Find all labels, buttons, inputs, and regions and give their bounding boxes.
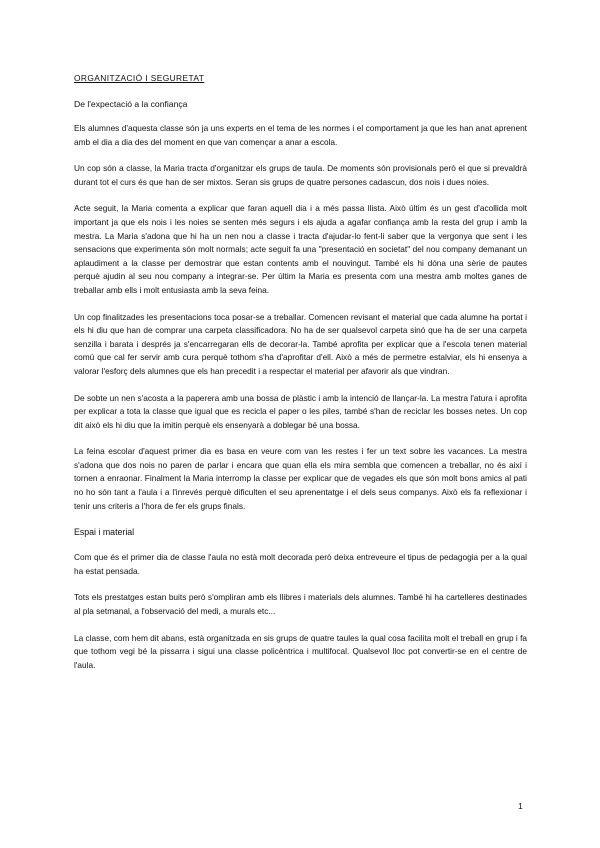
- paragraph: La feina escolar d'aquest primer dia es basa en veure com van les restes i fer un text sobre les vacances. La mestra s'adona que dos nois no paren de parlar i encara que quan ella els mira sembla que comencen a treballar, no és així i tornen a enraonar. Finalment la Maria interromp la classe per explicar que de vegades els que són molt bons amics al pati no ho són tant a l'aula i a l'inrevés perquè dificulten el seu aprenentatge i el dels seus companys. Això els fa reflexionar i tenir uns criteris a l'hora de fer els grups finals.: [74, 446, 527, 511]
- page-number: 1: [518, 801, 523, 811]
- paragraph: Un cop són a classe, la Maria tracta d'organitzar els grups de taula. De moments són provisionals però el que si prevaldrà durant tot el curs és que han de ser mixtos. Seran sis grups de quatre persones cadascun, dos nois i dues noies.: [74, 163, 527, 187]
- document-body: [74, 72, 527, 685]
- document-title: ORGANITZACIÓ I SEGURETAT: [74, 73, 205, 83]
- section-heading: Espai i material: [74, 527, 135, 538]
- paragraph: Acte seguit, la Maria comenta a explicar que faran aquell dia i a més passa llista. Això últim és un gest d'acollida molt important ja que els nois i les noies se senten més segurs i els ajuda a agafar confiança amb la resta del grup i amb la mestra. La Maria s'adona que hi ha un nen nou a classe i tracta d'ajudar-lo fent-li saber que la vergonya que sent i les sensacions que experimenta són molt normals; acte seguit fa una "presentació en societat" del nou company demanant un aplaudiment a la classe per demostrar que estan contents amb el nouvingut. També els hi dóna una sèrie de pautes perquè ajudin al seu nou company a integrar-se. Per últim la Maria es presenta com una mestra amb moltes ganes de treballar amb ells i molt entusiasta amb la seva feina.: [74, 203, 527, 295]
- paragraph: Els alumnes d'aquesta classe són ja uns experts en el tema de les normes i el comportament ja que les han anat aprenent amb el dia a dia des del moment en que van començar a anar a escola.: [74, 123, 527, 147]
- paragraph: La classe, com hem dit abans, està organitzada en sis grups de quatre taules la qual cosa facilita molt el treball en grup i fa que tothom vegi bé la pissarra i sigui una classe policèntrica i multifocal. Qualsevol lloc pot convertir-se en el centre de l'aula.: [74, 632, 527, 670]
- document-subtitle: De l'expectació a la confiança: [74, 99, 188, 109]
- paragraph: Tots els prestatges estan buits però s'ompliran amb els llibres i materials dels alumnes. També hi ha cartelleres destinades al pla setmanal, a l'observació del medi, a murals etc...: [74, 592, 527, 617]
- paragraph: De sobte un nen s'acosta a la paperera amb una bossa de plàstic i amb la intenció de llançar-la. La mestra l'atura i aprofita per explicar a tota la classe que igual que es recicla el paper o les piles, també s'han de reciclar les bosses netes. Un cop dit això els hi diu que la imitin perquè els ensenyarà a doblegar bé una bossa.: [74, 392, 527, 430]
- paragraph: Un cop finalitzades les presentacions toca posar-se a treballar. Comencen revisant el material que cada alumne ha portat i els hi diu que han de comprar una carpeta classificadora. No ha de ser qualsevol carpeta sinó que ha de ser una carpeta senzilla i barata i després ja s'encarregaran ells de decorar-la. També aprofita per explicar que a l'escola tenen material comú que cal fer servir amb cura perquè tothom s'ha d'aprofitar d'ell. Això a més de permetre estalviar, els hi ensenya a valorar l'esforç dels alumnes que els han precedit i a respectar el material per afavorir als que vindran.: [74, 311, 527, 376]
- paragraph: Com que és el primer dia de classe l'aula no està molt decorada però deixa entreveure el tipus de pedagogia per a la qual ha estat pensada.: [74, 552, 527, 576]
